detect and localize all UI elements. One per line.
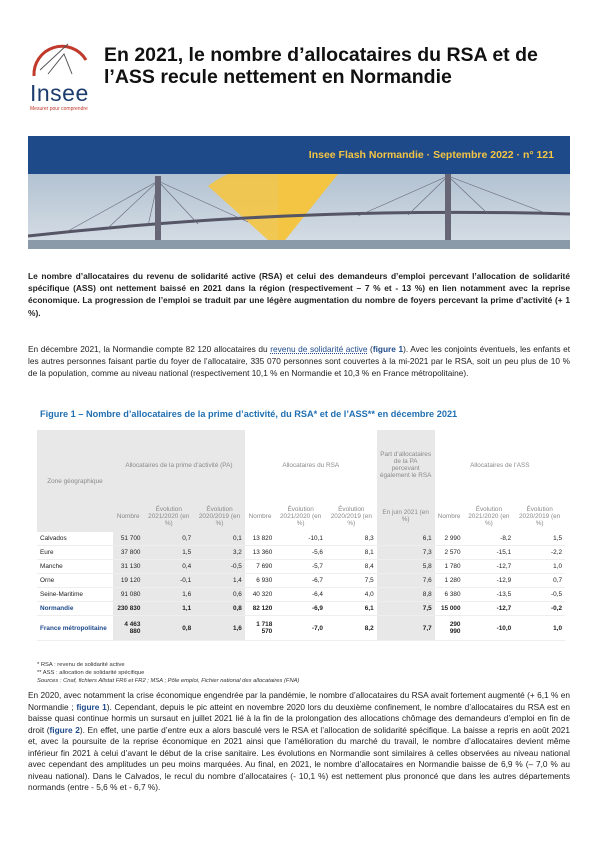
table-cell: 290 990 xyxy=(435,616,464,641)
table-cell: -6,7 xyxy=(275,574,326,588)
table-cell: 0,8 xyxy=(143,616,194,641)
page-title: En 2021, le nombre d’allocataires du RSA et de l’ASS recule nettement en Normandie xyxy=(104,44,538,88)
paragraph-1-text-a: En décembre 2021, la Normandie compte 82 120 allocataires du xyxy=(28,344,271,354)
table-cell: 1 280 xyxy=(435,574,464,588)
table-cell: 1 780 xyxy=(435,560,464,574)
row-label: Manche xyxy=(37,560,113,574)
table-cell: 7,5 xyxy=(326,574,377,588)
table-cell: 31 130 xyxy=(113,560,143,574)
figure-notes xyxy=(37,661,299,685)
paragraph-1-text-c: ). Avec les conjoints éventuels, les enfants et les autres personnes faisant partie du foyer de l’allocataire, 335 070 personnes sont couvertes à la mi-2021 par le RSA, soit un peu plus de 10 % de la population, comme au niveau national (respectivement 10,1 % en Normandie et 10,3 % en France métropolitaine). xyxy=(28,344,570,379)
table-cell: 1,4 xyxy=(194,574,245,588)
table-cell: 7,3 xyxy=(377,546,435,560)
header-pa-evo2021: Évolution 2021/2020 (en %) xyxy=(143,500,194,532)
table-cell: 8,3 xyxy=(326,532,377,546)
table-cell: -12,7 xyxy=(464,602,515,616)
table-cell: 1,0 xyxy=(514,616,565,641)
table-cell: -5,6 xyxy=(275,546,326,560)
table-cell: 13 360 xyxy=(245,546,275,560)
rsa-link[interactable]: revenu de solidarité active xyxy=(270,344,368,354)
figure-1-ref-2[interactable]: figure 1 xyxy=(76,701,107,712)
header-ass-nombre: Nombre xyxy=(437,512,461,520)
table-cell: -5,7 xyxy=(275,560,326,574)
figure-title: Figure 1 – Nombre d’allocataires de la prime d’activité, du RSA* et de l’ASS** en décembre 2021 xyxy=(40,409,458,419)
logo-wordmark: Insee xyxy=(30,80,89,106)
table-cell: 1,0 xyxy=(514,560,565,574)
table-cell: -7,0 xyxy=(275,616,326,641)
table-cell: 8,8 xyxy=(377,588,435,602)
table-cell: 4 463 880 xyxy=(113,616,143,641)
table-row xyxy=(37,574,565,588)
header-rsa-nombre: Nombre xyxy=(248,512,272,520)
table-cell: 7,6 xyxy=(377,574,435,588)
banner xyxy=(28,136,570,249)
table-cell: 0,4 xyxy=(143,560,194,574)
table-row xyxy=(37,560,565,574)
table-cell: 6,1 xyxy=(377,532,435,546)
table-cell: 1,5 xyxy=(143,546,194,560)
table-cell: -0,1 xyxy=(143,574,194,588)
table-cell: -10,1 xyxy=(275,532,326,546)
table-cell: 1,6 xyxy=(143,588,194,602)
table-cell: -13,5 xyxy=(464,588,515,602)
table-cell: -12,7 xyxy=(464,560,515,574)
table-cell: 1,5 xyxy=(514,532,565,546)
table-cell: 13 820 xyxy=(245,532,275,546)
table-cell: 19 120 xyxy=(113,574,143,588)
header-ass-evo2020: Évolution 2020/2019 (en %) xyxy=(518,505,561,527)
row-label: Orne xyxy=(37,574,113,588)
header-rsa-evo2020: Évolution 2020/2019 (en %) xyxy=(330,505,372,527)
note-ass: ** ASS : allocation de solidarité spécifique xyxy=(37,670,145,676)
table-cell: 8,4 xyxy=(326,560,377,574)
table-cell: 37 800 xyxy=(113,546,143,560)
paragraph-2-text-b: ). Cependant, depuis le pic atteint en novembre 2020 lors du deuxième confinement, le nombre d’allocataires du RSA est en baisse quasi continue hormis un sursaut en juillet 2021 lié à la fin de la prolongation des allocations chômage des demandeurs d’emploi en fin de droit ( xyxy=(28,701,571,735)
header-part-juin: En juin 2021 (en %) xyxy=(377,500,435,532)
paragraph-2 xyxy=(28,690,570,794)
table-cell: 82 120 xyxy=(245,602,275,616)
table-cell: 1 718 570 xyxy=(245,616,275,641)
header-pa: Allocataires de la prime d’activité (PA) xyxy=(113,430,245,500)
row-label: France métropolitaine xyxy=(37,616,113,641)
note-rsa: * RSA : revenu de solidarité active xyxy=(37,662,125,668)
row-label: Normandie xyxy=(37,602,113,616)
header-pa-nombre: Nombre xyxy=(113,500,143,532)
table-cell: 0,1 xyxy=(194,532,245,546)
header-ass: Allocataires de l’ASS xyxy=(470,461,530,469)
figure-1-ref[interactable]: figure 1 xyxy=(372,344,404,354)
table-cell: 8,1 xyxy=(326,546,377,560)
table-cell: 0,7 xyxy=(143,532,194,546)
table-cell: 1,1 xyxy=(143,602,194,616)
header-ass-evo2021: Évolution 2021/2020 (en %) xyxy=(468,505,510,527)
table-cell: 4,0 xyxy=(326,588,377,602)
table-cell: 2 570 xyxy=(435,546,464,560)
table-cell: -0,2 xyxy=(514,602,565,616)
table-cell: 7,7 xyxy=(377,616,435,641)
table-cell: 6 930 xyxy=(245,574,275,588)
row-label: Seine-Maritime xyxy=(37,588,113,602)
table-cell: 8,2 xyxy=(326,616,377,641)
lead-paragraph: Le nombre d’allocataires du revenu de solidarité active (RSA) et celui des demandeurs d’emploi percevant l’allocation de solidarité spécifique (ASS) ont nettement baissé en 2021 dans la région (respectivement – 7 % et - 13 %) en lien notamment avec la reprise économique. La progression de l’emploi se traduit par une légère augmentation du nombre de foyers percevant la prime d’activité (+ 1 %). xyxy=(28,271,570,318)
table-cell: -6,4 xyxy=(275,588,326,602)
table-cell: 6,1 xyxy=(326,602,377,616)
table-cell: 230 830 xyxy=(113,602,143,616)
table-row xyxy=(37,546,565,560)
paragraph-2-text-a: En 2020, avec notamment la crise économique engendrée par la pandémie, le nombre d’allocataires du RSA avait fortement augmenté (+ 6,1 % en Normandie ; xyxy=(28,690,570,712)
table-body xyxy=(37,532,565,641)
table-cell: 0,7 xyxy=(514,574,565,588)
table-cell: 91 080 xyxy=(113,588,143,602)
table-cell: 5,8 xyxy=(377,560,435,574)
table-cell: -6,9 xyxy=(275,602,326,616)
table-cell: -2,2 xyxy=(514,546,565,560)
table-cell: 0,6 xyxy=(194,588,245,602)
table-cell: 3,2 xyxy=(194,546,245,560)
table-cell: 7 690 xyxy=(245,560,275,574)
header-rsa-evo2021: Évolution 2021/2020 (en %) xyxy=(279,505,322,527)
logo-tagline: Mesurer pour comprendre xyxy=(30,106,88,112)
table-row xyxy=(37,532,565,546)
table-cell: -12,9 xyxy=(464,574,515,588)
table-cell: -0,5 xyxy=(514,588,565,602)
table-cell: -10,0 xyxy=(464,616,515,641)
figure-2-ref[interactable]: figure 2 xyxy=(49,724,80,735)
table-cell: -0,5 xyxy=(194,560,245,574)
table-cell: 1,6 xyxy=(194,616,245,641)
table-row xyxy=(37,602,565,616)
table-row xyxy=(37,588,565,602)
table-cell: -15,1 xyxy=(464,546,515,560)
row-label: Calvados xyxy=(37,532,113,546)
allocataires-table xyxy=(37,430,565,641)
header-rsa: Allocataires du RSA xyxy=(282,461,340,469)
table-cell: 0,8 xyxy=(194,602,245,616)
table-row xyxy=(37,616,565,641)
figure-source: Sources : Cnaf, fichiers Allstat FR6 et FR2 ; MSA ; Pôle emploi, Fichier national des allocataires (FNA) xyxy=(37,678,300,684)
header-zone: Zone géographique xyxy=(37,430,113,532)
table-cell: 7,5 xyxy=(377,602,435,616)
table-cell: 2 990 xyxy=(435,532,464,546)
paragraph-1-text-b: ( xyxy=(367,344,373,354)
table-cell: 51 700 xyxy=(113,532,143,546)
banner-bar xyxy=(28,136,570,174)
table-cell: 40 320 xyxy=(245,588,275,602)
header-pa-evo2020: Évolution 2020/2019 (en %) xyxy=(194,500,245,532)
series-label: Insee Flash Normandie · Septembre 2022 · n° 121 xyxy=(308,149,554,161)
header-part: Part d’allocataires de la PA percevant également le RSA xyxy=(377,430,435,500)
table-cell: 15 000 xyxy=(435,602,464,616)
table-cell: -8,2 xyxy=(464,532,515,546)
table-cell: 6 380 xyxy=(435,588,464,602)
paragraph-2-text-c: ). En effet, une partie d’entre eux a alors basculé vers le RSA et l’allocation de solidarité spécifique. La baisse a repris en août 2021 et, avec la poursuite de la reprise économique en 2021 ainsi que l’amélioration du marché du travail, le nombre d’allocataires devient même inférieur fin 2021 à celui d’avant le début de la crise sanitaire. Les évolutions en Normandie sont similaires à celles observées au niveau national avec cependant des amplitudes un peu moins marquées. Au final, en 2021, le nombre d’allocataires en Normandie baisse de 6,9 % (– 7,0 % au niveau national). Dans le Calvados, le recul du nombre d’allocataires (- 10,1 %) est nettement plus prononcé que dans les autres départements normands (entre - 5,6 % et - 6,7 %). xyxy=(28,724,570,792)
row-label: Eure xyxy=(37,546,113,560)
paragraph-1 xyxy=(28,343,570,380)
